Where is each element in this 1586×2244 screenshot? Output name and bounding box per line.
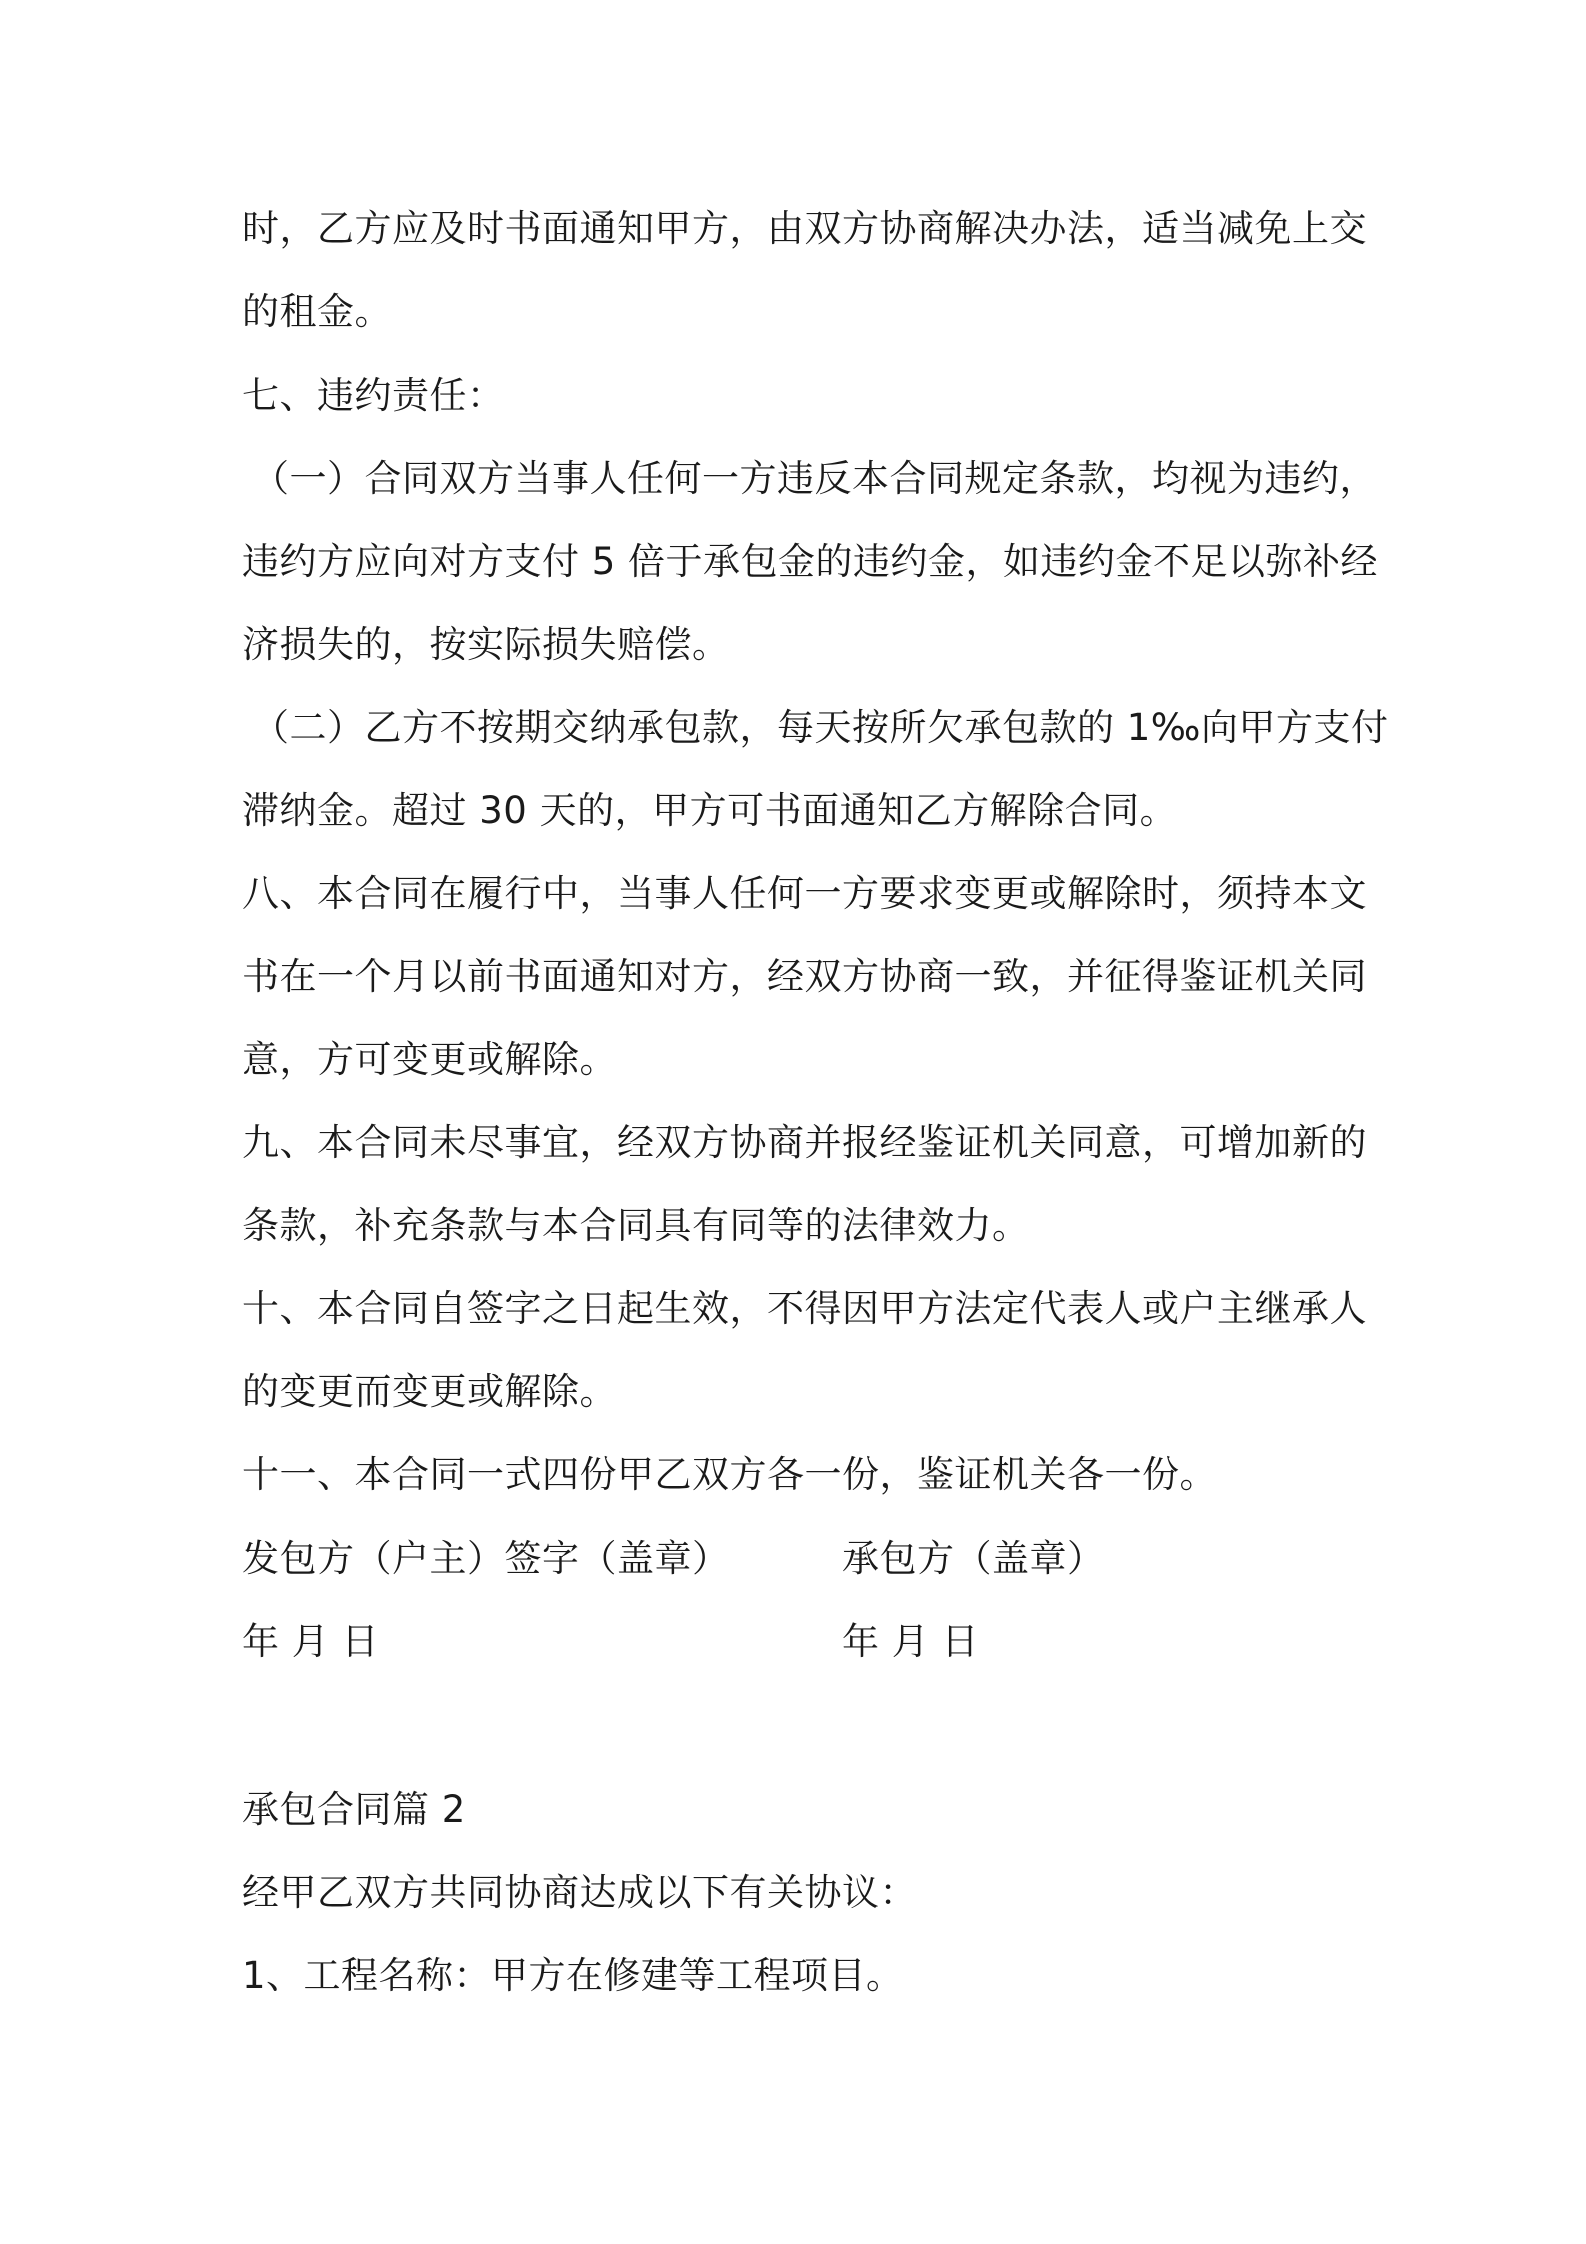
paragraph-line: 的变更而变更或解除。 [242,1370,617,1413]
paragraph-line: 条款，补充条款与本合同具有同等的法律效力。 [242,1204,1030,1247]
paragraph-line: 八、本合同在履行中，当事人任何一方要求变更或解除时，须持本文 [242,872,1367,915]
paragraph-line: 的租金。 [242,290,392,333]
section-title-contract-2: 承包合同篇 2 [242,1788,466,1831]
section-heading-liability: 七、违约责任： [242,374,505,417]
paragraph-line: 经甲乙双方共同协商达成以下有关协议： [242,1871,917,1914]
signature-date-issuer: 年 月 日 [242,1620,380,1663]
paragraph-line: （一）合同双方当事人任何一方违反本合同规定条款，均视为违约， [252,457,1377,500]
paragraph-line: 时，乙方应及时书面通知甲方，由双方协商解决办法，适当减免上交 [242,207,1367,250]
paragraph-line: 济损失的，按实际损失赔偿。 [242,623,730,666]
paragraph-line: 意，方可变更或解除。 [242,1038,617,1081]
paragraph-line: （二）乙方不按期交纳承包款，每天按所欠承包款的 1‰向甲方支付 [252,706,1389,749]
signature-label-issuer: 发包方（户主）签字（盖章） [242,1537,730,1580]
paragraph-line: 十、本合同自签字之日起生效，不得因甲方法定代表人或户主继承人 [242,1287,1367,1330]
paragraph-line: 十一、本合同一式四份甲乙双方各一份，鉴证机关各一份。 [242,1453,1217,1496]
signature-label-contractor: 承包方（盖章） [842,1537,1105,1580]
paragraph-line: 违约方应向对方支付 5 倍于承包金的违约金，如违约金不足以弥补经 [242,540,1379,583]
signature-date-contractor: 年 月 日 [842,1620,980,1663]
paragraph-line: 九、本合同未尽事宜，经双方协商并报经鉴证机关同意，可增加新的 [242,1121,1367,1164]
paragraph-line: 1、工程名称：甲方在修建等工程项目。 [242,1954,904,1997]
paragraph-line: 滞纳金。超过 30 天的，甲方可书面通知乙方解除合同。 [242,789,1178,832]
paragraph-line: 书在一个月以前书面通知对方，经双方协商一致，并征得鉴证机关同 [242,955,1367,998]
